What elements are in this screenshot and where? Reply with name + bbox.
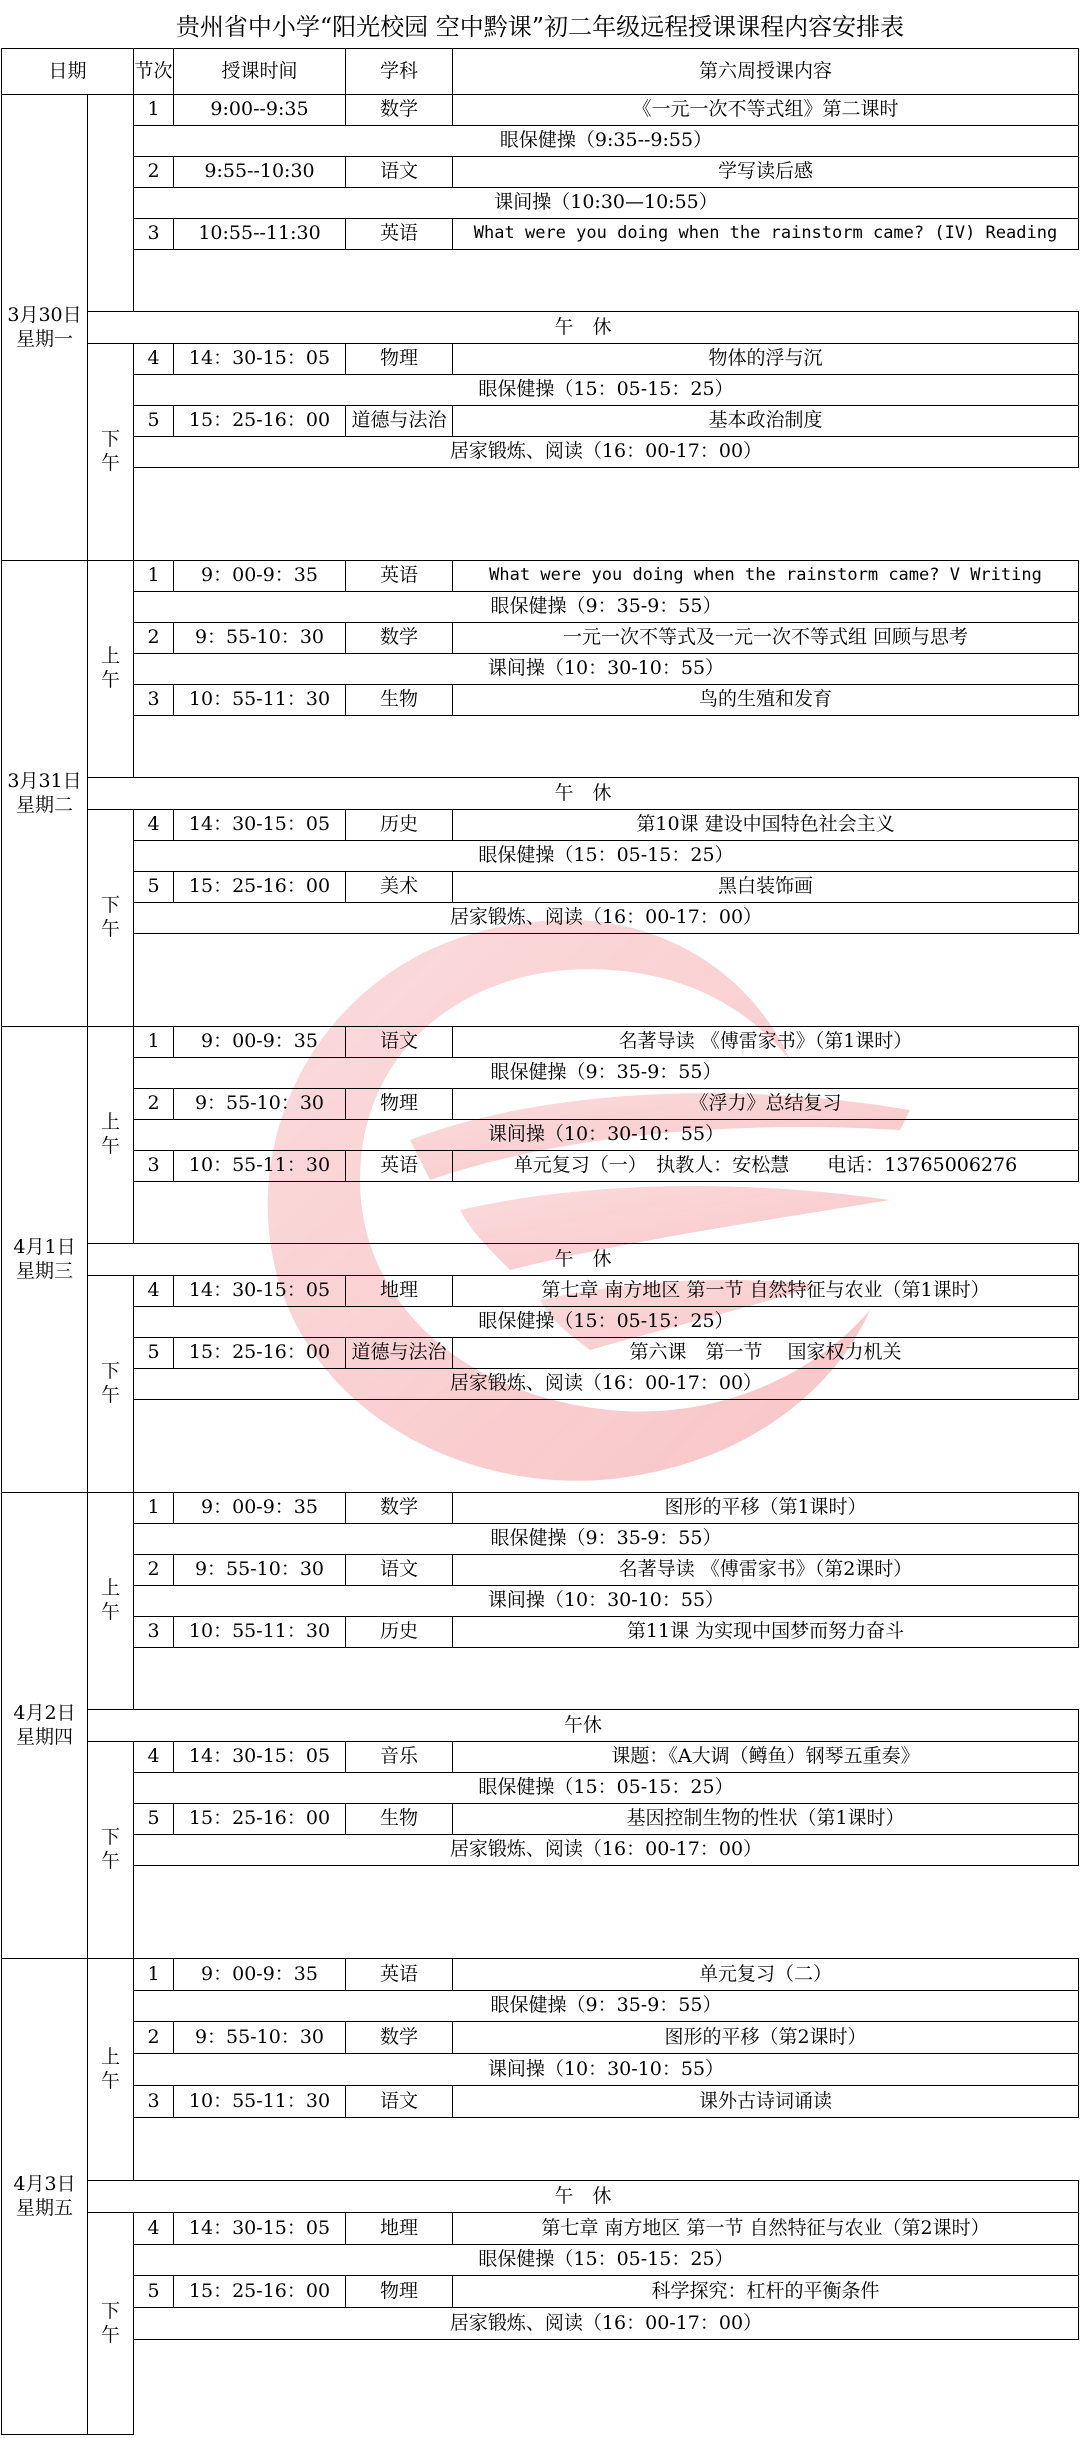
period-content: What were you doing when the rainstorm came? V Writing bbox=[452, 560, 1079, 592]
period-time: 14：30-15：05 bbox=[173, 1275, 346, 1307]
period-content: 一元一次不等式及一元一次不等式组 回顾与思考 bbox=[452, 622, 1079, 654]
weekday-label: 星期五 bbox=[15, 2196, 73, 2219]
period-content: What were you doing when the rainstorm came? (IV) Reading bbox=[452, 218, 1079, 250]
break-activity-row: 眼保健操（15：05-15：25） bbox=[133, 840, 1079, 872]
header-subject: 学科 bbox=[345, 48, 453, 95]
period-subject: 物理 bbox=[345, 343, 453, 375]
period-number: 1 bbox=[133, 560, 174, 592]
period-subject: 历史 bbox=[345, 1616, 453, 1648]
date-label: 4月2日 bbox=[13, 1701, 76, 1724]
period-content: 名著导读 《傅雷家书》（第1课时） bbox=[452, 1026, 1079, 1058]
noon-break-row: 午 休 bbox=[87, 311, 1079, 344]
period-subject: 美术 bbox=[345, 871, 453, 903]
period-number: 5 bbox=[133, 405, 174, 437]
period-time: 14：30-15：05 bbox=[173, 2212, 346, 2245]
period-subject: 语文 bbox=[345, 156, 453, 188]
break-activity-row: 眼保健操（15：05-15：25） bbox=[133, 2244, 1079, 2276]
period-time: 9：00-9：35 bbox=[173, 560, 346, 592]
period-subject: 生物 bbox=[345, 684, 453, 716]
period-time: 14：30-15：05 bbox=[173, 809, 346, 841]
period-subject: 英语 bbox=[345, 1150, 453, 1182]
period-content: 基因控制生物的性状（第1课时） bbox=[452, 1803, 1079, 1835]
period-content: 黑白装饰画 bbox=[452, 871, 1079, 903]
period-time: 9：00-9：35 bbox=[173, 1492, 346, 1524]
period-number: 2 bbox=[133, 1554, 174, 1586]
afternoon-label: 下午 bbox=[87, 343, 134, 561]
noon-break-row: 午 休 bbox=[87, 1243, 1079, 1276]
afternoon-label: 下午 bbox=[87, 1741, 134, 1959]
period-number: 3 bbox=[133, 684, 174, 716]
period-number: 4 bbox=[133, 809, 174, 841]
period-content: 第七章 南方地区 第一节 自然特征与农业（第2课时） bbox=[452, 2212, 1079, 2245]
date-label: 3月30日 bbox=[7, 303, 82, 326]
morning-label: 上午 bbox=[87, 560, 134, 778]
header-content: 第六周授课内容 bbox=[452, 48, 1079, 95]
period-time: 10：55-11：30 bbox=[173, 684, 346, 716]
period-number: 3 bbox=[133, 2085, 174, 2118]
period-content: 课外古诗词诵读 bbox=[452, 2085, 1079, 2118]
date-cell bbox=[1, 1026, 88, 1493]
break-activity-row: 课间操（10:30—10:55） bbox=[133, 187, 1079, 219]
date-label: 4月1日 bbox=[13, 1235, 76, 1258]
period-time: 14：30-15：05 bbox=[173, 1741, 346, 1773]
period-subject: 道德与法治 bbox=[345, 1337, 453, 1369]
date-label: 4月3日 bbox=[13, 2172, 76, 2195]
period-number: 3 bbox=[133, 1616, 174, 1648]
period-content: 第10课 建设中国特色社会主义 bbox=[452, 809, 1079, 841]
period-time: 15：25-16：00 bbox=[173, 871, 346, 903]
period-time: 9:55--10:30 bbox=[173, 156, 346, 188]
break-activity-row: 居家锻炼、阅读（16：00-17：00） bbox=[133, 2307, 1079, 2340]
period-time: 9：00-9：35 bbox=[173, 1958, 346, 1991]
period-time: 15：25-16：00 bbox=[173, 1803, 346, 1835]
period-subject: 道德与法治 bbox=[345, 405, 453, 437]
period-subject: 语文 bbox=[345, 1026, 453, 1058]
morning-label bbox=[87, 94, 134, 312]
break-activity-row: 眼保健操（9：35-9：55） bbox=[133, 1523, 1079, 1555]
weekday-label: 星期一 bbox=[15, 327, 73, 350]
period-content: 图形的平移（第1课时） bbox=[452, 1492, 1079, 1524]
period-subject: 数学 bbox=[345, 622, 453, 654]
period-time: 10：55-11：30 bbox=[173, 2085, 346, 2118]
break-activity-row: 眼保健操（15：05-15：25） bbox=[133, 1772, 1079, 1804]
period-subject: 地理 bbox=[345, 1275, 453, 1307]
title-row bbox=[1, 0, 1079, 49]
period-subject: 历史 bbox=[345, 809, 453, 841]
period-number: 2 bbox=[133, 156, 174, 188]
period-number: 4 bbox=[133, 343, 174, 375]
noon-break-row: 午休 bbox=[87, 1709, 1079, 1742]
period-content: 课题：《A大调（鳟鱼）钢琴五重奏》 bbox=[452, 1741, 1079, 1773]
header-time: 授课时间 bbox=[173, 48, 346, 95]
period-content: 名著导读 《傅雷家书》（第2课时） bbox=[452, 1554, 1079, 1586]
period-subject: 英语 bbox=[345, 1958, 453, 1991]
break-activity-row: 课间操（10：30-10：55） bbox=[133, 653, 1079, 685]
weekday-label: 星期四 bbox=[15, 1725, 73, 1748]
afternoon-label: 下午 bbox=[87, 2212, 134, 2435]
period-subject: 数学 bbox=[345, 2021, 453, 2054]
break-activity-row: 眼保健操（9:35--9:55） bbox=[133, 125, 1079, 157]
break-activity-row: 居家锻炼、阅读（16：00-17：00） bbox=[133, 1368, 1079, 1400]
period-time: 15：25-16：00 bbox=[173, 405, 346, 437]
period-subject: 数学 bbox=[345, 1492, 453, 1524]
morning-label: 上午 bbox=[87, 1026, 134, 1244]
break-activity-row: 课间操（10：30-10：55） bbox=[133, 2053, 1079, 2086]
period-number: 1 bbox=[133, 1026, 174, 1058]
break-activity-row: 眼保健操（15：05-15：25） bbox=[133, 374, 1079, 406]
break-activity-row: 课间操（10：30-10：55） bbox=[133, 1585, 1079, 1617]
period-number: 5 bbox=[133, 871, 174, 903]
period-content: 科学探究：杠杆的平衡条件 bbox=[452, 2275, 1079, 2308]
period-content: 《浮力》总结复习 bbox=[452, 1088, 1079, 1120]
period-time: 15：25-16：00 bbox=[173, 2275, 346, 2308]
period-number: 2 bbox=[133, 2021, 174, 2054]
noon-break-row: 午 休 bbox=[87, 2180, 1079, 2213]
morning-label: 上午 bbox=[87, 1492, 134, 1710]
period-subject: 英语 bbox=[345, 560, 453, 592]
period-number: 4 bbox=[133, 2212, 174, 2245]
period-subject: 物理 bbox=[345, 2275, 453, 2308]
period-time: 9:00--9:35 bbox=[173, 94, 346, 126]
period-time: 9：55-10：30 bbox=[173, 1554, 346, 1586]
period-number: 5 bbox=[133, 1337, 174, 1369]
afternoon-label: 下午 bbox=[87, 809, 134, 1027]
period-content: 第六课 第一节 国家权力机关 bbox=[452, 1337, 1079, 1369]
period-subject: 音乐 bbox=[345, 1741, 453, 1773]
noon-break-row: 午 休 bbox=[87, 777, 1079, 810]
header-period: 节次 bbox=[133, 48, 174, 95]
date-cell bbox=[1, 1492, 88, 1959]
period-number: 1 bbox=[133, 1492, 174, 1524]
period-content: 学写读后感 bbox=[452, 156, 1079, 188]
period-content: 图形的平移（第2课时） bbox=[452, 2021, 1079, 2054]
period-number: 3 bbox=[133, 218, 174, 250]
period-time: 15：25-16：00 bbox=[173, 1337, 346, 1369]
period-subject: 地理 bbox=[345, 2212, 453, 2245]
period-subject: 语文 bbox=[345, 2085, 453, 2118]
period-time: 9：55-10：30 bbox=[173, 622, 346, 654]
period-content: 《一元一次不等式组》第二课时 bbox=[452, 94, 1079, 126]
period-time: 14：30-15：05 bbox=[173, 343, 346, 375]
period-time: 9：55-10：30 bbox=[173, 2021, 346, 2054]
date-cell bbox=[1, 1958, 88, 2435]
period-time: 9：00-9：35 bbox=[173, 1026, 346, 1058]
period-number: 1 bbox=[133, 94, 174, 126]
period-content: 第七章 南方地区 第一节 自然特征与农业（第1课时） bbox=[452, 1275, 1079, 1307]
date-label: 3月31日 bbox=[7, 769, 82, 792]
weekday-label: 星期二 bbox=[15, 793, 73, 816]
period-time: 10：55-11：30 bbox=[173, 1616, 346, 1648]
period-subject: 英语 bbox=[345, 218, 453, 250]
break-activity-row: 眼保健操（9：35-9：55） bbox=[133, 1990, 1079, 2022]
period-subject: 数学 bbox=[345, 94, 453, 126]
break-activity-row: 眼保健操（9：35-9：55） bbox=[133, 1057, 1079, 1089]
period-content: 单元复习（一） 执教人：安松慧 电话：13765006276 bbox=[452, 1150, 1079, 1182]
date-cell bbox=[1, 560, 88, 1027]
break-activity-row: 居家锻炼、阅读（16：00-17：00） bbox=[133, 1834, 1079, 1866]
break-activity-row: 居家锻炼、阅读（16：00-17：00） bbox=[133, 902, 1079, 934]
afternoon-label: 下午 bbox=[87, 1275, 134, 1493]
page-title: 贵州省中小学“阳光校园 空中黔课”初二年级远程授课课程内容安排表 bbox=[175, 12, 905, 41]
period-subject: 语文 bbox=[345, 1554, 453, 1586]
period-number: 4 bbox=[133, 1275, 174, 1307]
period-content: 单元复习（二） bbox=[452, 1958, 1079, 1991]
period-subject: 物理 bbox=[345, 1088, 453, 1120]
period-content: 基本政治制度 bbox=[452, 405, 1079, 437]
period-number: 2 bbox=[133, 1088, 174, 1120]
period-content: 物体的浮与沉 bbox=[452, 343, 1079, 375]
break-activity-row: 居家锻炼、阅读（16：00-17：00） bbox=[133, 436, 1079, 468]
period-number: 5 bbox=[133, 1803, 174, 1835]
break-activity-row: 眼保健操（9：35-9：55） bbox=[133, 591, 1079, 623]
period-time: 9：55-10：30 bbox=[173, 1088, 346, 1120]
period-number: 5 bbox=[133, 2275, 174, 2308]
period-time: 10：55-11：30 bbox=[173, 1150, 346, 1182]
break-activity-row: 课间操（10：30-10：55） bbox=[133, 1119, 1079, 1151]
morning-label: 上午 bbox=[87, 1958, 134, 2181]
period-time: 10:55--11:30 bbox=[173, 218, 346, 250]
period-number: 4 bbox=[133, 1741, 174, 1773]
period-content: 鸟的生殖和发育 bbox=[452, 684, 1079, 716]
header-date: 日期 bbox=[1, 48, 134, 95]
break-activity-row: 眼保健操（15：05-15：25） bbox=[133, 1306, 1079, 1338]
weekday-label: 星期三 bbox=[15, 1259, 73, 1282]
period-content: 第11课 为实现中国梦而努力奋斗 bbox=[452, 1616, 1079, 1648]
period-number: 1 bbox=[133, 1958, 174, 1991]
period-subject: 生物 bbox=[345, 1803, 453, 1835]
date-cell bbox=[1, 94, 88, 561]
period-number: 3 bbox=[133, 1150, 174, 1182]
period-number: 2 bbox=[133, 622, 174, 654]
